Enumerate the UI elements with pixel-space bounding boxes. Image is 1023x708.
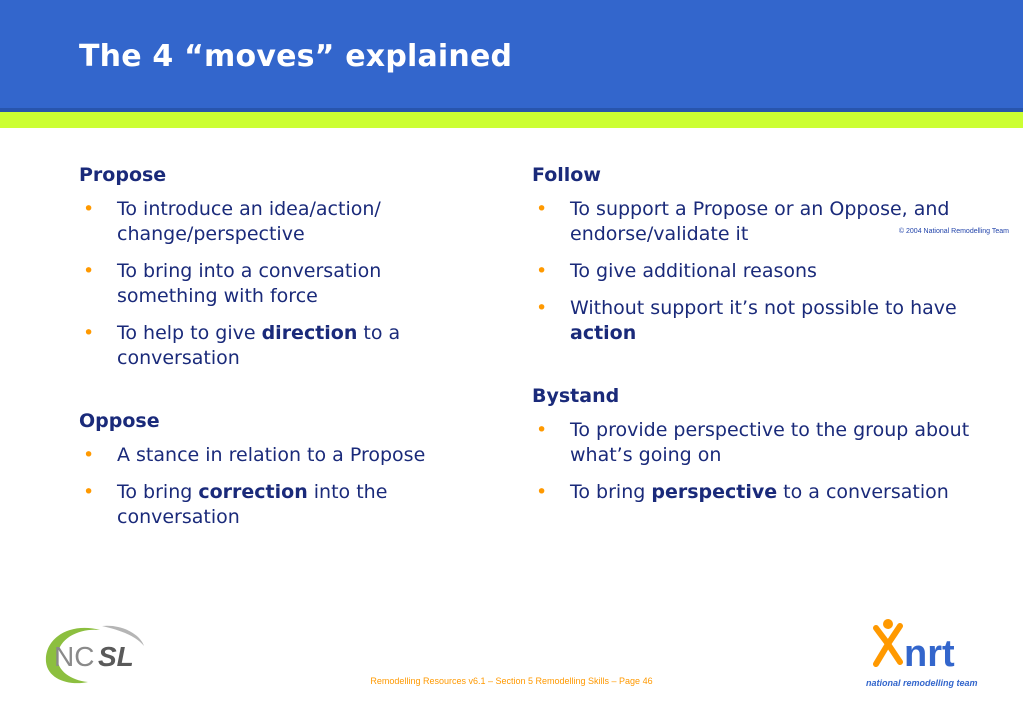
list-item: • A stance in relation to a Propose	[83, 444, 426, 466]
section-propose	[79, 163, 479, 371]
bullet-list	[79, 443, 479, 530]
header-bar	[0, 0, 1023, 112]
section-heading: Propose	[79, 164, 167, 186]
bullet-icon: •	[83, 322, 95, 344]
list-item: • To provide perspective to the group about what’s going on	[536, 419, 970, 466]
bullet-icon: •	[536, 198, 548, 220]
list-item: • Without support it’s not possible to have action	[536, 297, 957, 344]
left-column	[79, 163, 479, 568]
list-item: • To help to give direction to a conversation	[83, 322, 401, 369]
bullet-list	[532, 418, 972, 505]
list-item: • To bring perspective to a conversation	[536, 481, 949, 503]
right-column	[532, 163, 972, 543]
bullet-icon: •	[83, 444, 95, 466]
bullet-icon: •	[83, 481, 95, 503]
section-heading: Bystand	[532, 385, 620, 407]
list-item: • To introduce an idea/action/ change/perspective	[83, 198, 381, 245]
section-oppose	[79, 409, 479, 530]
svg-text:national remodelling team: national remodelling team	[866, 678, 978, 688]
bullet-icon: •	[83, 260, 95, 282]
svg-text:SL: SL	[98, 641, 134, 672]
list-item: • To support a Propose or an Oppose, and endorse/validate it	[536, 198, 950, 245]
section-heading: Follow	[532, 164, 601, 186]
slide-title: The 4 “moves” explained	[79, 39, 513, 74]
list-item: • To bring into a conversation something with force	[83, 260, 382, 307]
section-follow	[532, 163, 972, 346]
bullet-icon: •	[536, 260, 548, 282]
list-item: • To bring correction into the conversation	[83, 481, 388, 528]
section-bystand	[532, 384, 972, 505]
bullet-icon: •	[536, 419, 548, 441]
footer-text: Remodelling Resources v6.1 – Section 5 Remodelling Skills – Page 46	[370, 676, 653, 686]
svg-text:nrt: nrt	[904, 633, 955, 675]
bullet-icon: •	[536, 297, 548, 319]
bullet-icon: •	[536, 481, 548, 503]
bullet-icon: •	[83, 198, 95, 220]
bullet-list	[79, 197, 479, 371]
bullet-list	[532, 197, 972, 346]
list-item: • To give additional reasons	[536, 260, 817, 282]
copyright-text: © 2004 National Remodelling Team	[898, 228, 1009, 235]
section-heading: Oppose	[79, 410, 160, 432]
svg-text:NC: NC	[54, 641, 95, 672]
